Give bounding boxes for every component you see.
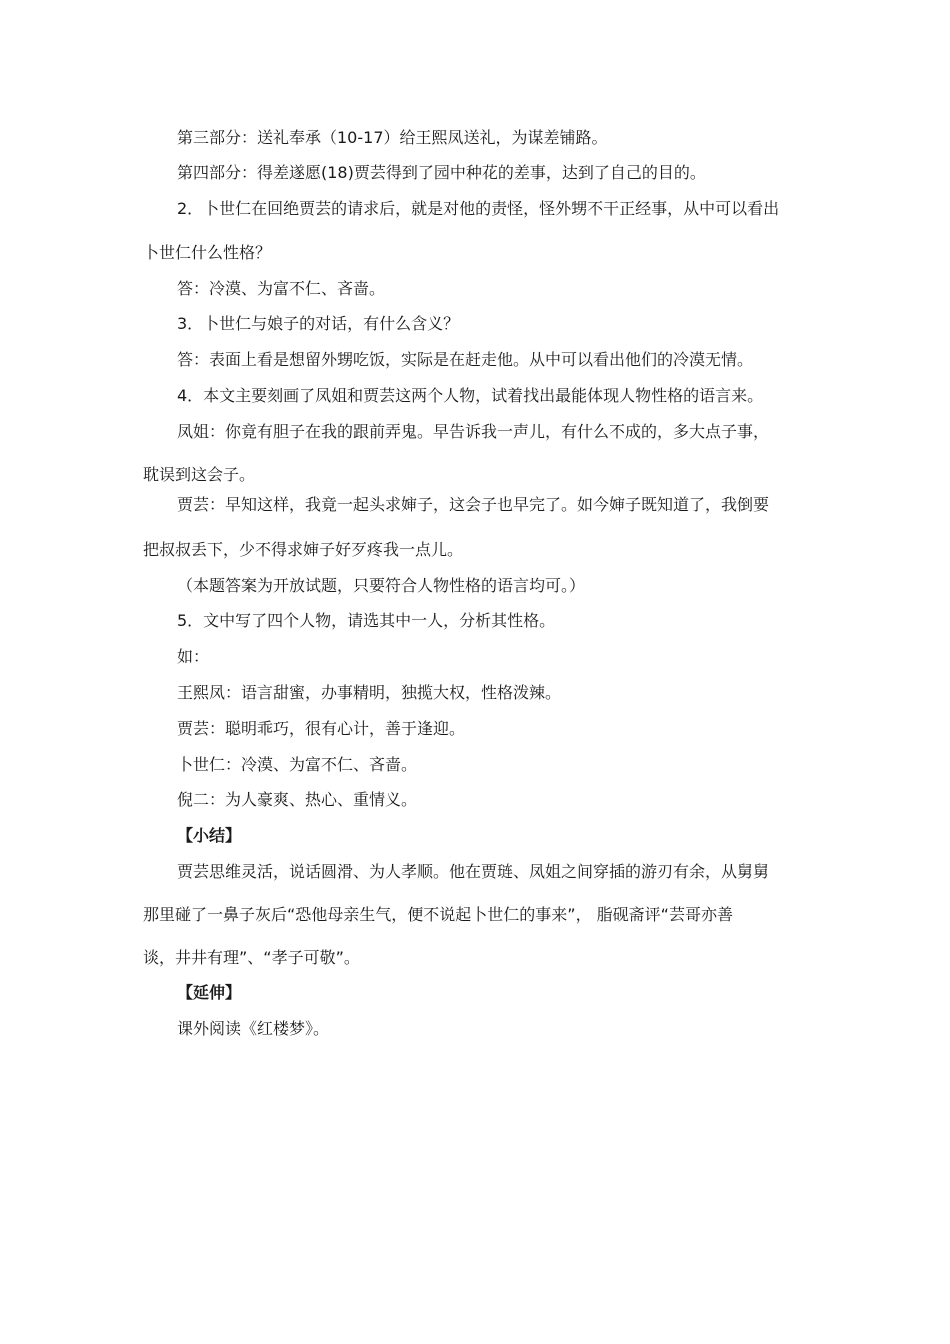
question-5: 5．文中写了四个人物，请选其中一人，分析其性格。	[177, 611, 556, 630]
example-label: 如：	[177, 647, 210, 666]
summary-line-2: 那里碰了一鼻子灰后“恐他母亲生气，便不说起卜世仁的事来”， 脂砚斋评“芸哥亦善	[143, 905, 733, 924]
question-3: 3．卜世仁与娘子的对话，有什么含义？	[177, 314, 460, 333]
character-bu-shiren: 卜世仁：冷漠、为富不仁、吝啬。	[177, 755, 418, 774]
quote-jiayun-continued: 把叔叔丢下，少不得求婶子好歹疼我一点儿。	[143, 540, 464, 559]
quote-fengjie-continued: 耽误到这会子。	[143, 465, 256, 484]
line-part-four: 第四部分：得差遂愿(18)贾芸得到了园中种花的差事，达到了自己的目的。	[177, 163, 706, 182]
section-heading-summary: 【小结】	[177, 826, 242, 845]
character-ni-er: 倪二：为人豪爽、热心、重情义。	[177, 790, 418, 809]
quote-fengjie: 凤姐：你竟有胆子在我的跟前弄鬼。早告诉我一声儿，有什么不成的，多大点子事，	[177, 422, 770, 441]
extension-reading: 课外阅读《红楼梦》。	[177, 1019, 330, 1038]
question-4: 4．本文主要刻画了凤姐和贾芸这两个人物，试着找出最能体现人物性格的语言来。	[177, 386, 764, 405]
line-part-three: 第三部分：送礼奉承（10-17）给王熙凤送礼，为谋差铺路。	[177, 128, 608, 147]
summary-line-1: 贾芸思维灵活，说话圆滑、为人孝顺。他在贾琏、凤姐之间穿插的游刃有余，从舅舅	[177, 862, 770, 881]
summary-line-3: 谈，井井有理”、“孝子可敬”。	[143, 948, 360, 967]
section-heading-extension: 【延伸】	[177, 983, 242, 1002]
question-2-continued: 卜世仁什么性格？	[143, 243, 272, 262]
answer-3: 答：表面上看是想留外甥吃饭，实际是在赶走他。从中可以看出他们的冷漠无情。	[177, 350, 754, 369]
question-2: 2．卜世仁在回绝贾芸的请求后，就是对他的责怪，怪外甥不干正经事，从中可以看出	[177, 199, 780, 218]
character-jia-yun: 贾芸：聪明乖巧，很有心计，善于逢迎。	[177, 719, 466, 738]
note-open-question: （本题答案为开放试题，只要符合人物性格的语言均可。）	[177, 576, 586, 595]
character-wang-xifeng: 王熙凤：语言甜蜜，办事精明，独揽大权，性格泼辣。	[177, 683, 562, 702]
quote-jiayun: 贾芸：早知这样，我竟一起头求婶子，这会子也早完了。如今婶子既知道了，我倒要	[177, 495, 770, 514]
answer-2: 答：冷漠、为富不仁、吝啬。	[177, 279, 386, 298]
